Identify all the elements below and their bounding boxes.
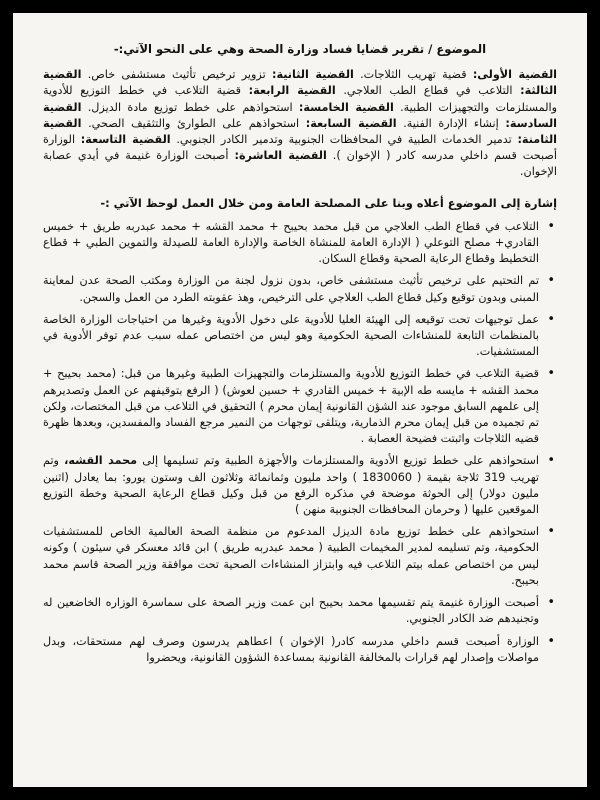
list-item (43, 453, 539, 518)
case-label: القضية العاشرة: (234, 149, 327, 163)
list-item (43, 634, 539, 666)
case-text: قضية تهريب الثلاجات. (353, 68, 473, 82)
document-page (13, 13, 587, 787)
case-text: أصبحت الوزارة غنيمة في أيدي عصابة الإخوان. (43, 149, 557, 179)
list-item (43, 524, 539, 589)
point-text: تم التحتيم على ترخيص تأثيث مستشفى خاص، بدون نزول لجنة من الوزارة ومكتب الصحة عدن لمعاينة المبنى وبدون توقيع وكيل قطاع الطب العلاجي على الترخيص، وهذ عقوبته الطرد من العمل والسجن. (43, 274, 539, 304)
point-bold-text: محمد القشه، (64, 454, 138, 468)
point-text: التلاعب في قطاع الطب العلاجي من قبل محمد بحيبح + محمد القشه + محمد عبدربه طريق + خميس القادري+ مصلح التوعلي ( الإدارة العامة للمنشاة الخاصة والإدارة العامة للصيدلة والتموين الطبي + قطاع التخطيط وقطاع الرعاية الصحية وقطاع السكان. (43, 219, 539, 266)
case-label: القضية الرابعة: (248, 84, 336, 98)
document-heading: الموضوع / تقرير قضايا فساد وزارة الصحة وهي على النحو الآتي:- (113, 42, 487, 56)
list-item (43, 219, 539, 268)
case-text: قضية التلاعب في خطط التوزيع للأدوية والمستلزمات والتجهيزات الطبية. (43, 84, 557, 114)
case-label: القضية السابعة: (305, 116, 397, 130)
case-label: القضية الخامسة: (298, 100, 394, 114)
point-text: قضية التلاعب في خطط التوزيع للأدوية والمستلزمات والتجهيزات الطبية وغيرها من قبل: (محمد بحيبح + محمد القشه + مايسه طه الإبية + خميس القادري + حسين لعوش) ( الرفع بتوقيفهم عن العمل وتصديرهم إلى علمهم السابق موجود عند الشؤن القانونية إيمان محرم ) التحقيق في التلاعب من قبل المختصات، ولكن تم تجميده من قبل إيمان محرم الذمارية، ويتلقى توجهات من النمير مرجع الفساد والمفسدين، وبعدها ظهرة قضيه الثلاجات واثبتت فضيحة العصابة . (43, 367, 539, 446)
list-item (43, 312, 539, 361)
point-text: أصبحت الوزارة غنيمة يتم تقسيمها محمد بحيبح ابن عمت وزير الصحة على سماسرة الوزاره الخاضعين له وتجنيدهم ضد الكادر الجنوبي. (43, 596, 539, 626)
case-text: استحواذهم على الطوارئ والتثقيف الصحي. (81, 116, 306, 130)
point-text: عمل توجيهات تحت توقيعه إلى الهيئة العليا للأدوية على دخول الأدوية وغيرها من احتياجات الوزارة الخاصة بالمنظمات التابعة للمنشاءات الصحية الحكومية وهو ليس من اختصاص عمله سبب عدم توفر الأدوية في المستشفيات. (43, 312, 539, 359)
case-text: التلاعب في قطاع الطب العلاجي. (335, 84, 521, 98)
point-text: الوزارة أصبحت قسم داخلي مدرسه كادر( الإخوان ) اعطاهم يدرسون وصرف لهم مستحقات، وبدل مواصلات وإصدار لهم قرارات بالمخالفة القانونية بمساعدة الشؤون القانونية، ويحضروا (43, 634, 539, 664)
case-text: تزوير ترخيص تأثيث مستشفى خاص. (81, 68, 272, 82)
case-text: إنشاء الإدارة الفنية. (396, 116, 506, 130)
case-label: القضية السادسة: (43, 100, 557, 130)
case-text: تدمير الخدمات الطبية في المحافظات الجنوبية وتدمير الكادر الجنوبي. (170, 133, 518, 147)
list-item (43, 273, 539, 305)
list-item (43, 595, 539, 627)
case-text: استحواذهم على خطط توزيع مادة الديزل. (81, 100, 299, 114)
case-label: القضية الأولى: (472, 68, 557, 82)
findings-list (43, 219, 557, 666)
case-label: القضية التاسعة: (80, 133, 171, 147)
point-text: استحواذهم على خطط توزيع الأدوية والمستلزمات والأجهزة الطبية وتم تسليمها إلى (137, 454, 539, 468)
cases-summary (43, 67, 557, 180)
point-tail-text: وتم تهريب 319 ثلاجة بقيمة ( 1830060 ) واحد مليون وثمانمائة وثلاثون الف وستون يورو: بما يعادل (اثنين مليون دولار) إلى الحوثة موضحة في مذكره الرفع من قبل وكيل قطاع الرعاية الصحية وخطة التوزيع الموقعين عليها ( وحرمان المحافظات الجنوبية منهن ) (43, 454, 539, 517)
case-label: القضية الثالثة: (43, 68, 557, 98)
point-text: استحواذهم على خطط توزيع مادة الديزل المدعوم من منظمة الصحة العالمية الخاص للمستشفيات الحكومية، وتم تسليمه لمدير المخيمات الطبية ( محمد عبدربه طريق ) ابن قائد معسكر في سيئون ) وكونه ليس من اختصاص عمله بيتم التلاعب فيه وابتزاز المنشاءات الصحية تحت موافقة وزير الصحة قاسم محمد بحيبح. (43, 525, 539, 587)
section-heading: إشارة إلى الموضوع أعلاه وبنا على المصلحة العامة ومن خلال العمل لوحظ الآتي :- (100, 195, 557, 210)
case-label: القضية الثامنة: (43, 116, 557, 147)
case-label: القضية الثانية: (271, 68, 354, 82)
case-text: الوزارة أصبحت قسم داخلي مدرسه كادر ( الإخوان ). (43, 133, 557, 163)
list-item (43, 366, 539, 447)
